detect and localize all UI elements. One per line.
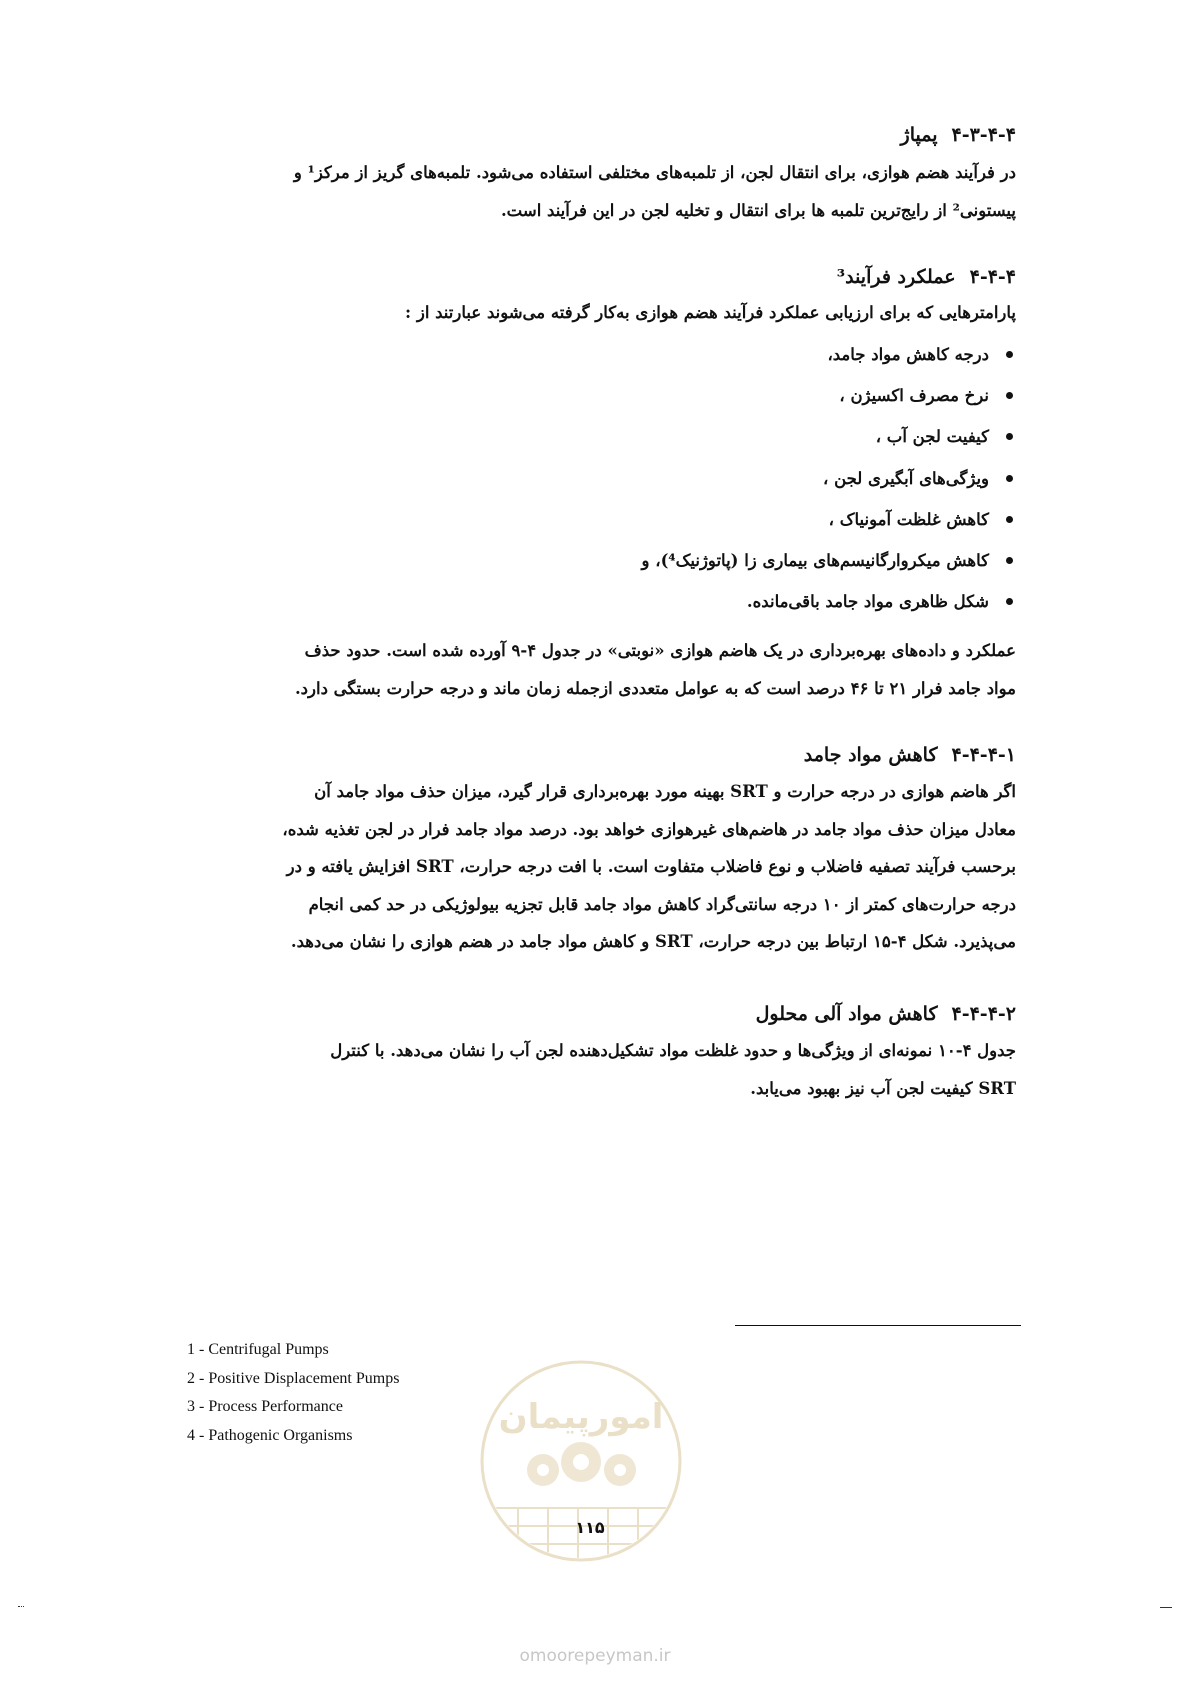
list-item: کیفیت لجن آب ، [315,416,1015,457]
heading-number: ۴-۴-۴-۲ [951,1003,1016,1025]
heading-title: کاهش مواد جامد [803,744,938,766]
heading-number: ۴-۴-۴ [969,266,1016,288]
paragraph-solids-reduction [156,773,1016,961]
edge-mark [1160,1607,1172,1608]
list-item: نرخ مصرف اکسیژن ، [315,375,1015,416]
paragraph-line: اگر هاضم هوازی در درجه حرارت و SRT بهینه مورد بهره‌برداری قرار گیرد، میزان حذف مواد جامد آن [314,782,1016,801]
heading-number: ۴-۳-۴-۴ [951,124,1016,146]
paragraph-line: درجه حرارت‌های کمتر از ۱۰ درجه سانتی‌گراد کاهش مواد جامد قابل تجزیه بیولوژیکی در حد کمی انجام [308,894,1016,914]
heading-organics-reduction [166,1003,1016,1025]
paragraph-line: می‌پذیرد. شکل ۴-۱۵ ارتباط بین درجه حرارت، SRT و کاهش مواد جامد در هضم هوازی را نشان می‌دهد. [290,932,1016,951]
list-item: ویژگی‌های آبگیری لجن ، [315,458,1015,499]
watermark-site: omoorepeyman.ir [519,1646,671,1666]
paragraph-line: برحسب فرآیند تصفیه فاضلاب و نوع فاضلاب متفاوت است. با افت درجه حرارت، SRT افزایش یافته و در [286,857,1016,876]
paragraph-line: پارامترهایی که برای ارزیابی عملکرد فرآیند هضم هوازی به‌کار گرفته می‌شوند عبارتند از : [405,303,1016,322]
paragraph-line: عملکرد و داده‌های بهره‌برداری در یک هاضم هوازی «نوبتی» در جدول ۴-۹ آورده شده است. حدود حذف [304,641,1016,660]
paragraph-performance-closing [156,632,1016,707]
heading-performance [166,266,1016,288]
footnote: 4 - Pathogenic Organisms [187,1426,353,1444]
edge-mark [18,1606,24,1607]
page-number: ۱۱۵ [575,1518,605,1537]
heading-title: عملکرد فرآیند³ [836,266,956,288]
footnote: 1 - Centrifugal Pumps [187,1341,329,1358]
paragraph-pumping [156,154,1016,229]
footnote-separator [735,1325,1021,1326]
list-item: شکل ظاهری مواد جامد باقی‌مانده. [315,581,1015,622]
paragraph-line: SRT کیفیت لجن آب نیز بهبود می‌یابد. [750,1078,1016,1098]
paragraph-line: معادل میزان حذف مواد جامد در هاضم‌های غیرهوازی خواهد بود. درصد مواد جامد فرار در لجن تغذیه شده، [282,819,1016,839]
heading-solids-reduction [166,744,1016,766]
list-item: کاهش غلظت آمونیاک ، [315,499,1015,540]
list-item: درجه کاهش مواد جامد، [315,334,1015,375]
paragraph-performance-intro [156,294,1016,332]
paragraph-line: پیستونی² از رایج‌ترین تلمبه ها برای انتقال و تخلیه لجن در این فرآیند است. [500,200,1016,220]
paragraph-line: مواد جامد فرار ۲۱ تا ۴۶ درصد است که به عوامل متعددی ازجمله زمان ماند و درجه حرارت بستگی دارد. [294,678,1016,698]
list-item: کاهش میکروارگانیسم‌های بیماری زا (پاتوژنیک⁴)، و [315,540,1015,581]
heading-title: کاهش مواد آلی محلول [755,1003,938,1025]
paragraph-line: در فرآیند هضم هوازی، برای انتقال لجن، از تلمبه‌های مختلفی استفاده می‌شود. تلمبه‌های گریز از مرکز¹ و [293,163,1016,182]
heading-number: ۴-۴-۴-۱ [951,744,1016,766]
paragraph-organics-reduction [156,1032,1016,1107]
parameter-list [315,334,1015,622]
paragraph-line: جدول ۴-۱۰ نمونه‌ای از ویژگی‌ها و حدود غلظت مواد تشکیل‌دهنده لجن آب را نشان می‌دهد. با کنترل [330,1041,1016,1060]
footnote: 3 - Process Performance [187,1398,343,1415]
heading-pumping [166,124,1016,146]
footnote: 2 - Positive Displacement Pumps [187,1369,400,1387]
heading-title: پمپاژ [900,124,938,146]
watermark-logo-text: امورپیمان [498,1397,664,1437]
